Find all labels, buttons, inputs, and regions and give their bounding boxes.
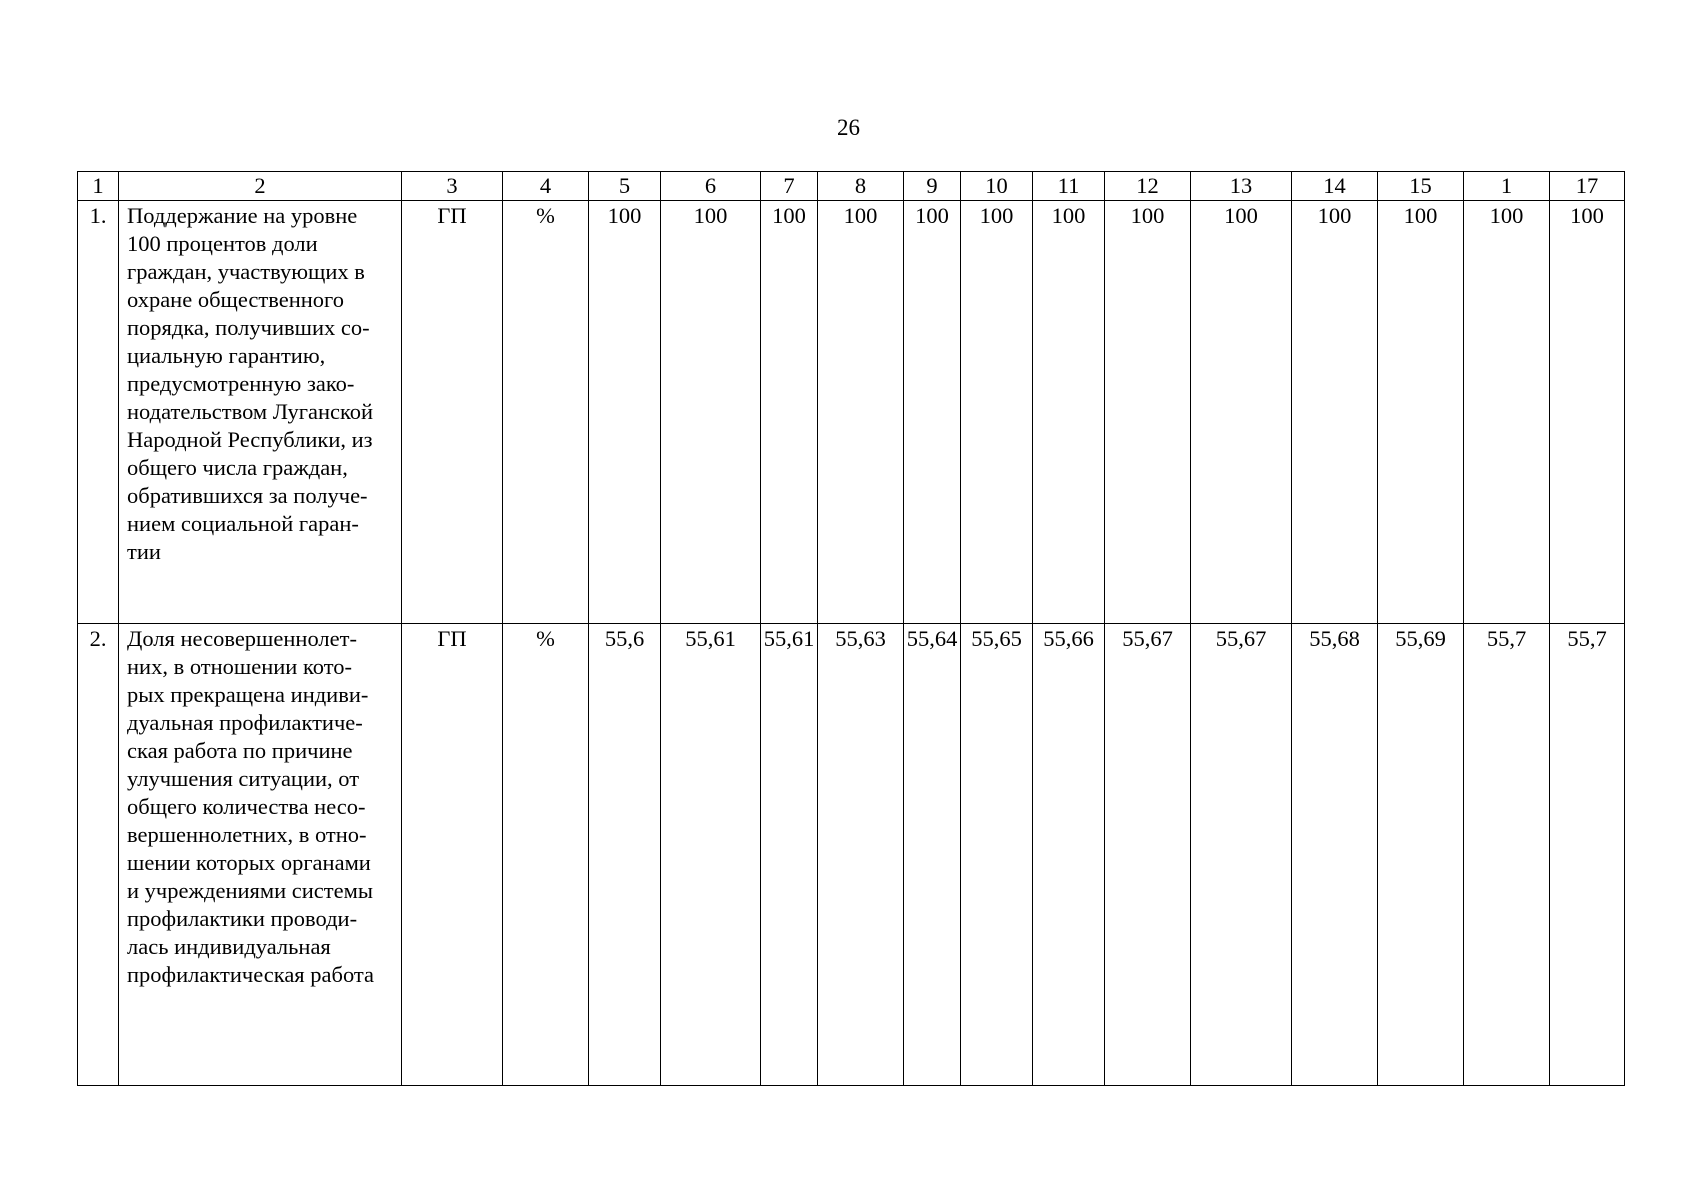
description-line: обратившихся за получе- [127,483,368,508]
description-line: нием социальной гаран- [127,511,359,536]
table-row [78,624,1625,1086]
header-cell: 1 [1464,172,1550,201]
value-cell: 55,68 [1292,624,1378,1086]
value-cell: 100 [589,201,661,624]
description-line: профилактическая работа [127,962,375,987]
row-type: ГП [402,624,503,1086]
row-unit: % [503,624,589,1086]
header-cell: 6 [661,172,761,201]
description-line: рых прекращена индиви- [127,682,369,707]
value-cell: 100 [761,201,818,624]
row-type: ГП [402,201,503,624]
value-cell: 100 [1191,201,1292,624]
description-line: дуальная профилактиче- [127,710,363,735]
header-cell: 3 [402,172,503,201]
description-line: охране общественного [127,287,344,312]
row-description [119,201,402,624]
row-number: 2. [78,624,119,1086]
value-cell: 100 [1105,201,1191,624]
description-line: улучшения ситуации, от [127,766,360,791]
header-cell: 17 [1550,172,1625,201]
page-number: 26 [837,115,860,140]
value-cell: 100 [1378,201,1464,624]
value-cell: 55,67 [1105,624,1191,1086]
value-cell: 100 [1033,201,1105,624]
description-line: тии [127,539,161,564]
value-cell: 55,63 [818,624,904,1086]
value-cell: 55,7 [1550,624,1625,1086]
description-line: граждан, участвующих в [127,259,365,284]
value-cell: 55,61 [661,624,761,1086]
header-cell: 9 [904,172,961,201]
description-line: лась индивидуальная [127,934,331,959]
description-line: Народной Республики, из [127,427,373,452]
value-cell: 55,61 [761,624,818,1086]
value-cell: 100 [904,201,961,624]
description-line: и учреждениями системы [127,878,373,903]
value-cell: 100 [1464,201,1550,624]
description-line: профилактики проводи- [127,906,358,931]
value-cell: 100 [1550,201,1625,624]
description-line: ская работа по причине [127,738,353,763]
header-cell: 5 [589,172,661,201]
row-number: 1. [78,201,119,624]
value-cell: 55,65 [961,624,1033,1086]
description-line: 100 процентов доли [127,231,318,256]
header-cell: 13 [1191,172,1292,201]
header-cell: 7 [761,172,818,201]
description-line: предусмотренную зако- [127,371,355,396]
description-line: шении которых органами [127,850,371,875]
header-cell: 2 [119,172,402,201]
value-cell: 100 [661,201,761,624]
header-cell: 8 [818,172,904,201]
value-cell: 55,69 [1378,624,1464,1086]
header-cell: 1 [78,172,119,201]
header-cell: 14 [1292,172,1378,201]
value-cell: 100 [961,201,1033,624]
description-line: Поддержание на уровне [127,203,358,228]
header-cell: 10 [961,172,1033,201]
description-line: Доля несовершеннолет- [127,626,357,651]
description-line: вершеннолетних, в отно- [127,822,367,847]
row-unit: % [503,201,589,624]
value-cell: 100 [818,201,904,624]
value-cell: 55,6 [589,624,661,1086]
header-cell: 4 [503,172,589,201]
value-cell: 55,7 [1464,624,1550,1086]
description-line: общего числа граждан, [127,455,348,480]
description-line: общего количества несо- [127,794,366,819]
description-line: порядка, получивших со- [127,315,370,340]
description-line: циальную гарантию, [127,343,326,368]
header-cell: 11 [1033,172,1105,201]
value-cell: 55,66 [1033,624,1105,1086]
header-cell: 15 [1378,172,1464,201]
value-cell: 55,67 [1191,624,1292,1086]
header-cell: 12 [1105,172,1191,201]
value-cell: 55,64 [904,624,961,1086]
table-row [78,201,1625,624]
description-line: них, в отношении кото- [127,654,352,679]
table-header-row [78,172,1625,201]
value-cell: 100 [1292,201,1378,624]
row-description [119,624,402,1086]
description-line: нодательством Луганской [127,399,374,424]
indicators-table [77,171,1625,1086]
